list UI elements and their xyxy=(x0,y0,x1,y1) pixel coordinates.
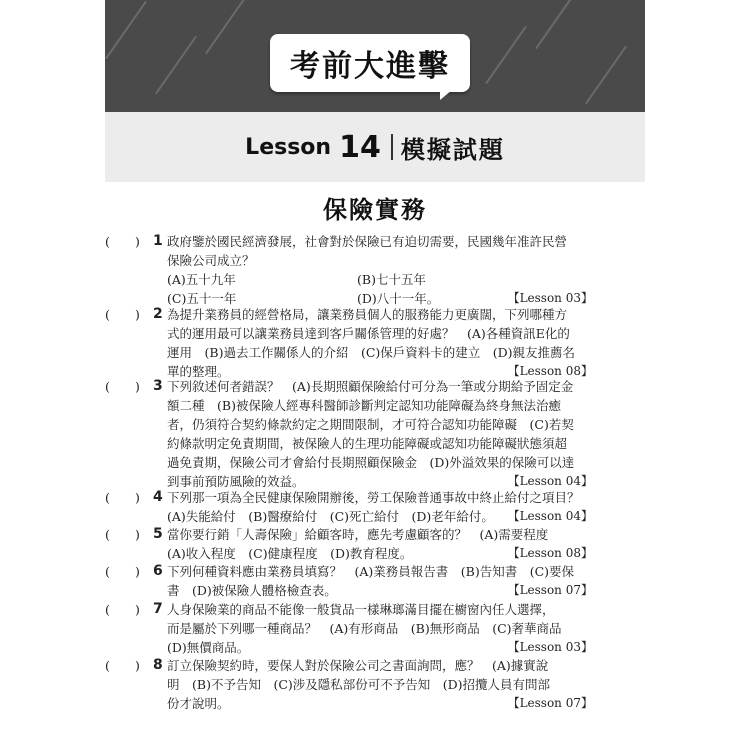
question-text-line xyxy=(167,694,593,713)
lesson-heading xyxy=(105,112,645,182)
speech-bubble-tail xyxy=(440,90,452,100)
paren-close: ) xyxy=(135,564,140,579)
option-b: (B)七十五年 xyxy=(357,272,426,287)
question-text-line: 下列何種資料應由業務員填寫？ (A)業務員報告書 (B)告知書 (C)要保 xyxy=(167,564,575,579)
question-text-line: 下列那一項為全民健康保險開辦後，勞工保險普通事故中終止給付之項目？ xyxy=(167,490,580,505)
question-8 xyxy=(105,656,593,713)
question-text-line: 當你要行銷「人壽保險」給顧客時，應先考慮顧客的？ (A)需要程度 xyxy=(167,527,549,542)
header-banner xyxy=(105,0,645,112)
paren-open: ( xyxy=(105,602,110,617)
paren-close: ) xyxy=(135,602,140,617)
paren-open: ( xyxy=(105,527,110,542)
paren-close: ) xyxy=(135,527,140,542)
paren-open: ( xyxy=(105,234,110,249)
question-text-line: 運用 (B)過去工作關係人的介紹 (C)保戶資料卡的建立 (D)親友推薦名 xyxy=(167,345,576,360)
lesson-divider xyxy=(391,134,393,160)
question-text-line: 保險公司成立？ xyxy=(167,253,255,268)
question-text-line: 者，仍須符合契約條款約定之期間限制，才可符合認知功能障礙 (C)若契 xyxy=(167,417,574,432)
lesson-title: 模擬試題 xyxy=(400,135,505,164)
question-text-line: 過免責期，保險公司才會給付長期照顧保險金 (D)外溢效果的保險可以達 xyxy=(167,455,575,470)
lesson-reference: 【Lesson 03】 xyxy=(507,640,593,654)
paren-open: ( xyxy=(105,490,110,505)
paren-close: ) xyxy=(135,307,140,322)
question-7 xyxy=(105,600,593,657)
question-text-line: 而是屬於下列哪一種商品？ (A)有形商品 (B)無形商品 (C)奢華商品 xyxy=(167,621,562,636)
lesson-number: 14 xyxy=(339,129,381,165)
question-text-tail: 到事前預防風險的效益。 xyxy=(167,474,305,489)
question-5 xyxy=(105,525,593,563)
question-3 xyxy=(105,377,593,491)
question-number: 4 xyxy=(153,489,163,505)
question-text-tail: 單的整理。 xyxy=(167,364,230,379)
option-a: (A)五十九年 xyxy=(167,272,236,287)
paren-close: ) xyxy=(135,234,140,249)
paren-close: ) xyxy=(135,490,140,505)
option-d: (D)八十一年。 xyxy=(357,291,440,306)
question-text-tail: (A)收入程度 (C)健康程度 (D)教育程度。 xyxy=(167,546,413,561)
lesson-reference: 【Lesson 08】 xyxy=(507,364,593,378)
paren-close: ) xyxy=(135,379,140,394)
question-text-line xyxy=(167,507,593,526)
paren-close: ) xyxy=(135,658,140,673)
question-text-line: 訂立保險契約時，要保人對於保險公司之書面詢問，應？ (A)據實說 xyxy=(167,658,549,673)
question-text-line: 額二種 (B)被保險人經專科醫師診斷判定認知功能障礙為終身無法治癒 xyxy=(167,398,561,413)
question-number: 1 xyxy=(153,233,163,249)
question-number: 8 xyxy=(153,657,163,673)
question-text-line: 式的運用最可以讓業務員達到客戶關係管理的好處？ (A)各種資訊E化的 xyxy=(167,326,570,341)
question-number: 6 xyxy=(153,563,163,579)
options xyxy=(167,270,593,308)
question-text-tail: 書 (D)被保險人體格檢查表。 xyxy=(167,583,337,598)
lesson-reference: 【Lesson 04】 xyxy=(507,474,593,488)
question-text-line: 約條款明定免責期間，被保險人的生理功能障礙或認知功能障礙狀態須超 xyxy=(167,436,568,451)
question-text-line: 為提升業務員的經營格局，讓業務員個人的服務能力更廣闊，下列哪種方 xyxy=(167,307,568,322)
question-text-tail: 份才說明。 xyxy=(167,696,230,711)
banner-title: 考前大進擊 xyxy=(270,34,470,92)
question-number: 2 xyxy=(153,306,163,322)
question-number: 5 xyxy=(153,526,163,542)
lesson-reference: 【Lesson 04】 xyxy=(507,509,593,523)
lesson-reference: 【Lesson 03】 xyxy=(507,291,593,305)
question-2 xyxy=(105,305,593,381)
question-text-line: 明 (B)不予告知 (C)涉及隱私部份可不予告知 (D)招攬人員有問部 xyxy=(167,677,551,692)
question-1 xyxy=(105,232,593,308)
section-title: 保險實務 xyxy=(323,196,427,224)
question-text-tail: (D)無價商品。 xyxy=(167,640,250,655)
question-number: 3 xyxy=(153,378,163,394)
paren-open: ( xyxy=(105,379,110,394)
question-text-line xyxy=(167,638,593,657)
paren-open: ( xyxy=(105,658,110,673)
option-c: (C)五十一年 xyxy=(167,291,237,306)
paren-open: ( xyxy=(105,307,110,322)
question-4 xyxy=(105,488,593,526)
paren-open: ( xyxy=(105,564,110,579)
exam-page xyxy=(105,0,645,750)
lesson-word: Lesson xyxy=(245,134,332,160)
question-text-line: 政府鑒於國民經濟發展，社會對於保險已有迫切需要，民國幾年准許民營 xyxy=(167,234,568,249)
question-6 xyxy=(105,562,593,600)
question-text-line xyxy=(167,544,593,563)
question-text-tail: (A)失能給付 (B)醫療給付 (C)死亡給付 (D)老年給付。 xyxy=(167,509,494,524)
lesson-reference: 【Lesson 08】 xyxy=(507,546,593,560)
lesson-reference: 【Lesson 07】 xyxy=(507,583,593,597)
question-text-line: 人身保險業的商品不能像一般貨品一樣琳瑯滿目擺在櫥窗內任人選擇， xyxy=(167,602,555,617)
question-text-line xyxy=(167,581,593,600)
question-number: 7 xyxy=(153,601,163,617)
question-text-line: 下列敘述何者錯誤？ (A)長期照顧保險給付可分為一筆或分期給予固定金 xyxy=(167,379,574,394)
lesson-reference: 【Lesson 07】 xyxy=(507,696,593,710)
